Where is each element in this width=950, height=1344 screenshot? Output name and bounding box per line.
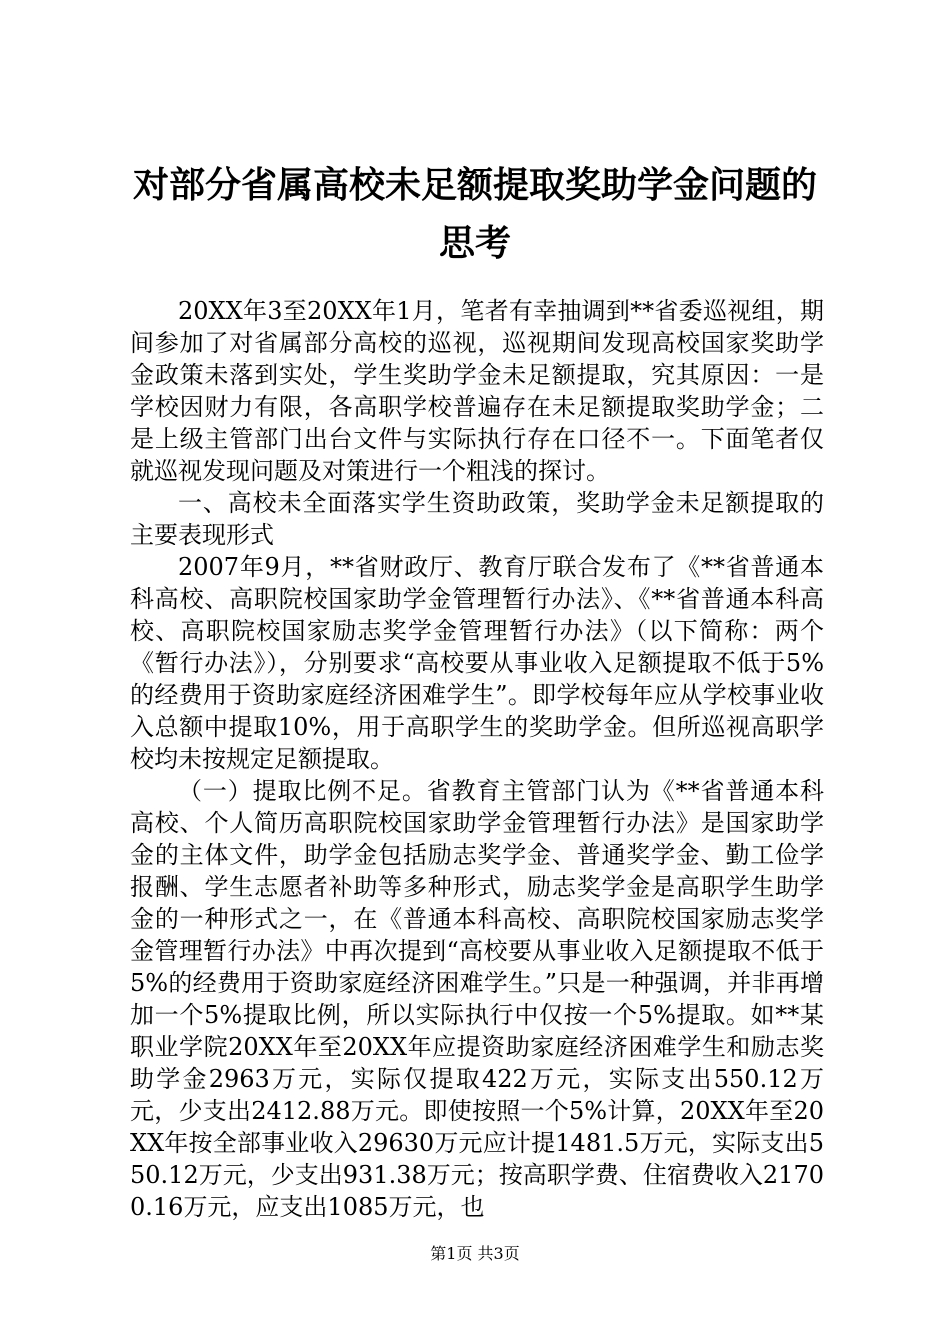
paragraph-ratio: （一）提取比例不足。省教育主管部门认为《**省普通本科高校、个人简历高职院校国家助学金管理暂行办法》是国家助学金的主体文件，助学金包括励志奖学金、普通奖学金、勤工俭学报酬、学生志愿者补助等多种形式，励志奖学金是高职学生助学金的一种形式之一，在《普通本科高校、高职院校国家励志奖学金管理暂行办法》中再次提到“高校要从事业收入足额提取不低于5%的经费用于资助家庭经济困难学生。”只是一种强调，并非再增加一个5%提取比例，所以实际执行中仅按一个5%提取。如**某职业学院20XX年至20XX年应提资助家庭经济困难学生和励志奖助学金2963万元，实际仅提取422万元，实际支出550.12万元，少支出2412.88万元。即使按照一个5%计算，20XX年至20XX年按全部事业收入29630万元应计提1481.5万元，实际支出550.12万元，少支出931.38万元；按高职学费、住宿费收入21700.16万元，应支出1085万元，也: [130, 777, 824, 1221]
document-body: [130, 295, 824, 1223]
document-title: 对部分省属高校未足额提取奖助学金问题的思考: [132, 164, 817, 264]
page-footer: 第1页 共3页: [430, 1244, 520, 1263]
paragraph-policy: 2007年9月，**省财政厅、教育厅联合发布了《**省普通本科高校、高职院校国家助学金管理暂行办法》、《**省普通本科高校、高职院校国家励志奖学金管理暂行办法》（以下简称：两个《暂行办法》），分别要求“高校要从事业收入足额提取不低于5%的经费用于资助家庭经济困难学生”。即学校每年应从学校事业收入总额中提取10%，用于高职学生的奖助学金。但所巡视高职学校均未按规定足额提取。: [130, 553, 824, 773]
section-heading-1: 一、高校未全面落实学生资助政策，奖助学金未足额提取的主要表现形式: [130, 489, 824, 549]
paragraph-intro: 20XX年3至20XX年1月，笔者有幸抽调到**省委巡视组，期间参加了对省属部分高校的巡视，巡视期间发现高校国家奖助学金政策未落到实处，学生奖助学金未足额提取，究其原因：一是学校因财力有限，各高职学校普遍存在未足额提取奖助学金；二是上级主管部门出台文件与实际执行存在口径不一。下面笔者仅就巡视发现问题及对策进行一个粗浅的探讨。: [130, 297, 824, 485]
